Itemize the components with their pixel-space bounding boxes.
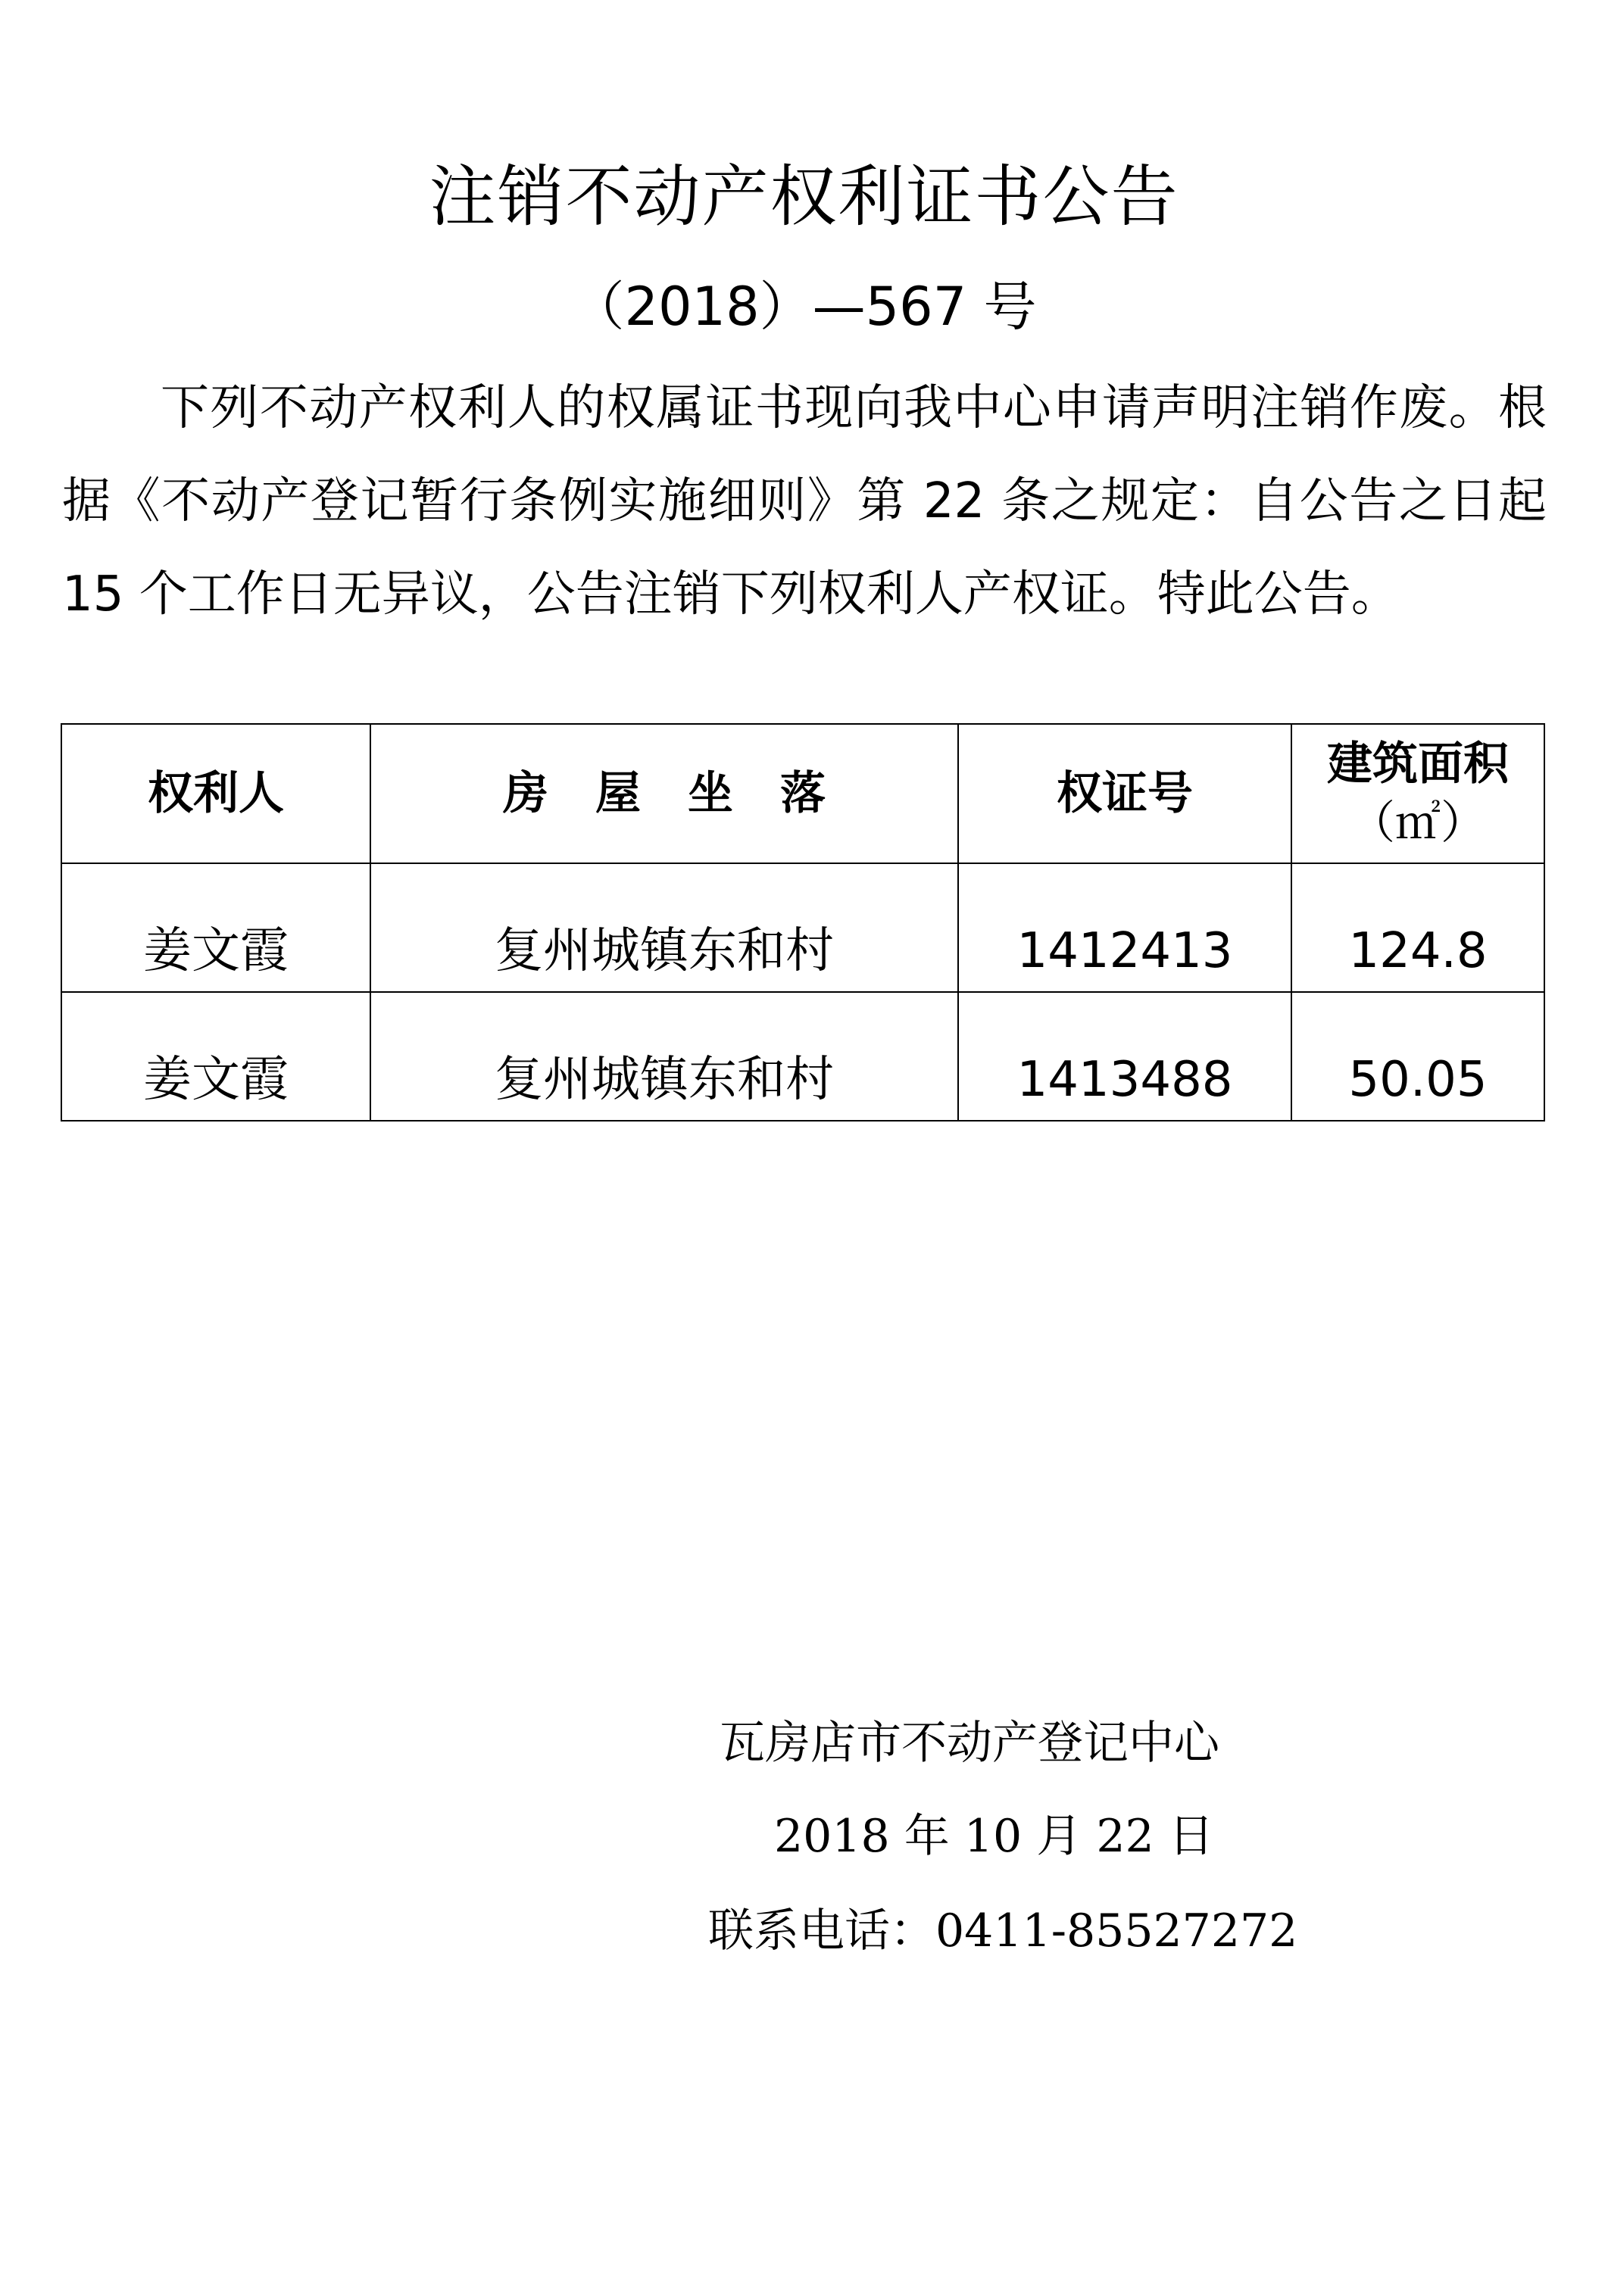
contact-phone: 联系电话：0411-85527272 bbox=[708, 1904, 1298, 1958]
header-holder: 权利人 bbox=[61, 724, 370, 863]
notice-body: 下列不动产权利人的权属证书现向我中心申请声明注销作废。根据《不动产登记暂行条例实施细则》第 22 条之规定：自公告之日起 15 个工作日无异议，公告注销下列权利人产权证。特此公告。 bbox=[62, 380, 1547, 622]
cell-location: 复州城镇东和村 bbox=[370, 992, 958, 1121]
header-location-label: 房屋坐落 bbox=[503, 767, 873, 820]
header-cert-no: 权证号 bbox=[958, 724, 1291, 863]
header-area bbox=[1291, 724, 1544, 863]
header-location bbox=[370, 724, 958, 863]
table-row bbox=[61, 863, 1544, 992]
cell-area: 50.05 bbox=[1291, 992, 1544, 1121]
cell-cert-no: 1412413 bbox=[958, 863, 1291, 992]
issuing-organization: 瓦房店市不动产登记中心 bbox=[720, 1717, 1219, 1770]
document-number: （2018）—567 号 bbox=[571, 276, 1037, 338]
header-area-unit: （㎡） bbox=[1350, 797, 1486, 850]
cell-holder: 姜文霞 bbox=[61, 992, 370, 1121]
table-header-row bbox=[61, 724, 1544, 863]
certificate-table bbox=[61, 723, 1545, 1121]
table-row bbox=[61, 992, 1544, 1121]
notice-title: 注销不动产权利证书公告 bbox=[429, 158, 1179, 236]
header-area-label: 建筑面积 bbox=[1327, 738, 1509, 791]
cell-area: 124.8 bbox=[1291, 863, 1544, 992]
issue-date: 2018 年 10 月 22 日 bbox=[774, 1810, 1214, 1863]
cell-holder: 姜文霞 bbox=[61, 863, 370, 992]
cell-cert-no: 1413488 bbox=[958, 992, 1291, 1121]
cell-location: 复州城镇东和村 bbox=[370, 863, 958, 992]
